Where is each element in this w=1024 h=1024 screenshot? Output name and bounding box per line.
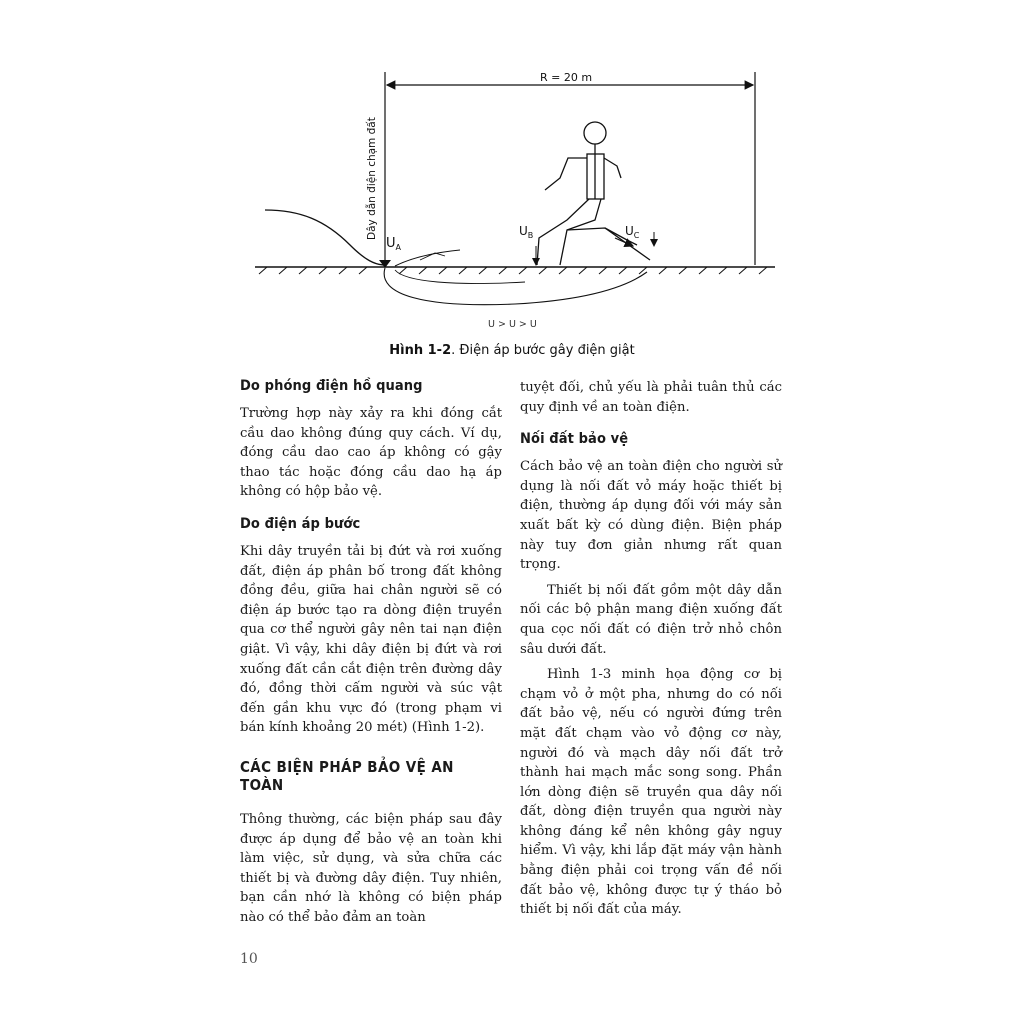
ground-hatching bbox=[259, 267, 767, 274]
wire-label: Dây dẫn điện chạm đất bbox=[366, 117, 378, 240]
paragraph-safety-measures: Thông thường, các biện pháp sau đây được áp dụng để bảo vệ an toàn khi làm việc, sử dụng, và sửa chữa các thiết bị và đường dây điện. Tuy nhiên, bạn cần nhớ là không có biện pháp nào có thể bảo đảm an toàn bbox=[240, 811, 502, 925]
heading-safety-measures: CÁC BIỆN PHÁP BẢO VỆ AN TOÀN bbox=[240, 757, 454, 794]
distance-label: R = 20 m bbox=[540, 71, 593, 84]
paragraph-step-voltage: Khi dây truyền tải bị đứt và rơi xuống đất, điện áp phân bố trong đất không đồng đều, giữa hai chân người sẽ có điện áp bước tạo ra dòng điện truyền qua cơ thể người gây nên tai nạn điện giật. Vì vậy, khi dây điện bị đứt và rơi xuống đất cần cắt điện trên đường dây đó, đồng thời cấm người và súc vật đến gần khu vực đó (trong phạm vi bán kính khoảng 20 mét) (Hình 1-2). bbox=[240, 543, 502, 736]
ub-label: $U_B$ bbox=[519, 224, 534, 240]
heading-arc-discharge: Do phóng điện hồ quang bbox=[240, 378, 423, 394]
step-voltage-figure bbox=[255, 60, 775, 345]
left-column bbox=[240, 378, 502, 941]
voltage-relation: U > U > U bbox=[488, 319, 537, 330]
figure-caption bbox=[0, 343, 1024, 358]
paragraph-grounding-intro: Cách bảo vệ an toàn điện cho người sử dụng là nối đất vỏ máy hoặc thiết bị điện, thường áp dụng đối với máy sản xuất bất kỳ có dùng điện. Biện pháp này tuy đơn giản nhưng rất quan trọng. bbox=[520, 459, 782, 573]
page-number: 10 bbox=[240, 951, 258, 967]
paragraph-arc-discharge: Trường hợp này xảy ra khi đóng cắt cầu dao không đúng quy cách. Ví dụ, đóng cầu dao cao áp không có gậy thao tác hoặc đóng cầu dao hạ áp không có hộp bảo vệ. bbox=[240, 406, 502, 500]
caption-label: Hình 1-2 bbox=[389, 343, 452, 358]
step-voltage-diagram bbox=[255, 60, 775, 345]
paragraph-grounding-device: Thiết bị nối đất gồm một dây dẫn nối các bộ phận mang điện xuống đất qua cọc nối đất có điện trở nhỏ chôn sâu dưới đất. bbox=[520, 582, 782, 657]
paragraph-figure-1-3: Hình 1-3 minh họa động cơ bị chạm vỏ ở một pha, nhưng do có nối đất bảo vệ, nếu có người đứng trên mặt đất chạm vào vỏ động cơ này, người đó và mạch dây nối đất trở thành hai mạch mắc song song. Phần lớn dòng điện sẽ truyền qua dây nối đất, dòng điện truyền qua người này không đáng kể nên không gây nguy hiểm. Vì vậy, khi lắp đặt máy vận hành bằng điện phải coi trọng vấn đề nối đất bảo vệ, không được tự ý tháo bỏ thiết bị nối đất của máy. bbox=[520, 667, 782, 918]
paragraph-continued: tuyệt đối, chủ yếu là phải tuân thủ các quy định về an toàn điện. bbox=[520, 380, 782, 415]
current-flow-path bbox=[384, 268, 647, 305]
uc-label: $U_C$ bbox=[625, 224, 640, 240]
heading-step-voltage: Do điện áp bước bbox=[240, 515, 361, 532]
right-column bbox=[520, 378, 782, 926]
caption-text: . Điện áp bước gây điện giật bbox=[451, 343, 635, 358]
ua-label: $U_A$ bbox=[386, 236, 401, 252]
person-figure bbox=[537, 122, 650, 265]
heading-protective-grounding: Nối đất bảo vệ bbox=[520, 431, 629, 448]
